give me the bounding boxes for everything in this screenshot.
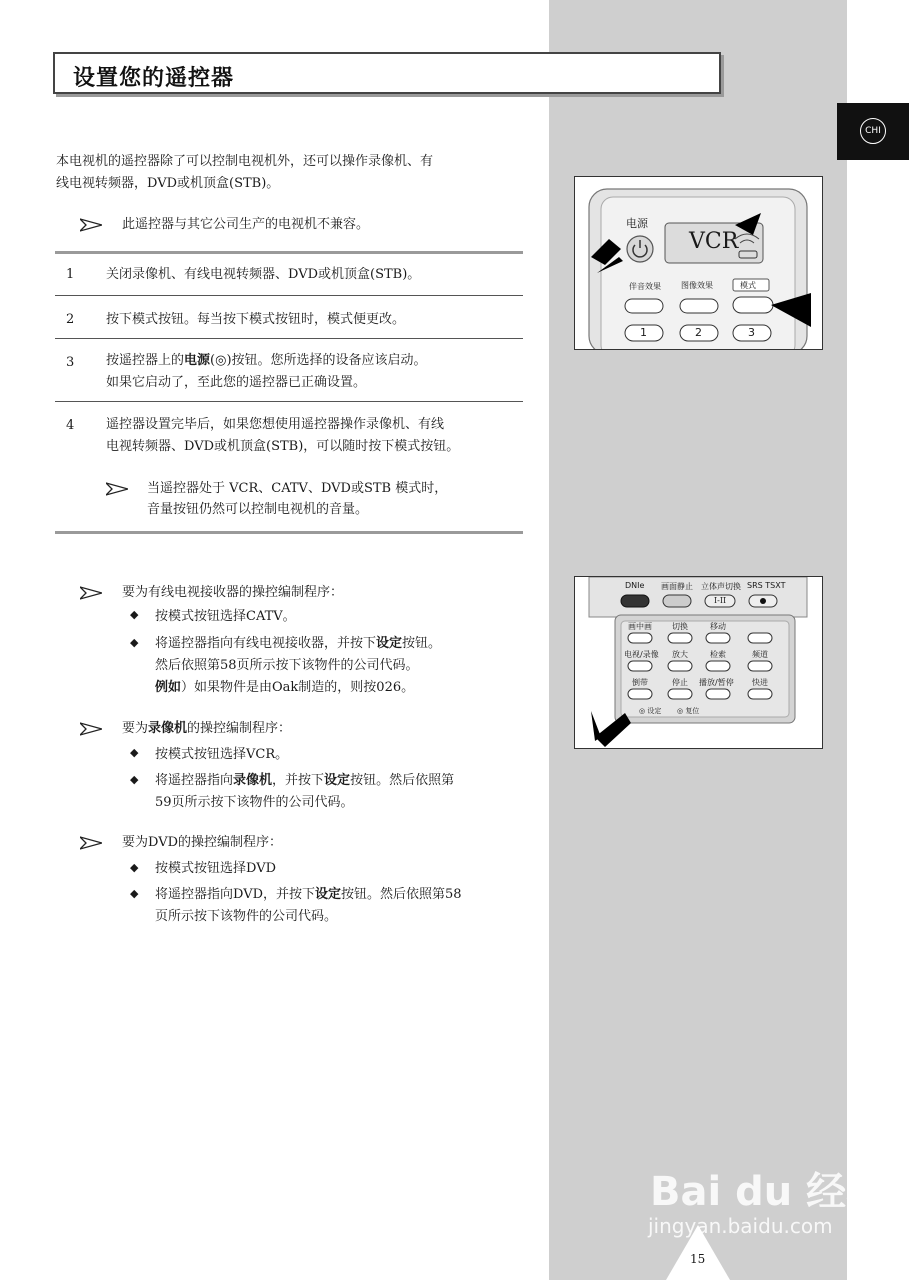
- watermark-logo: Bai du 经验: [650, 1169, 887, 1215]
- stop-label: 停止: [672, 678, 688, 687]
- move-label: 移动: [710, 622, 726, 631]
- dvd-heading: 要为DVD的操控编制程序：: [122, 835, 283, 850]
- key-2: 2: [695, 326, 702, 339]
- divider: [55, 295, 523, 296]
- watermark-url: jingyan.baidu.com: [648, 1214, 833, 1238]
- step-4-note-line-1: 当遥控器处于 VCR、CATV、DVD或STB 模式时，: [147, 481, 448, 496]
- bullet-diamond-icon: ◆: [130, 773, 139, 786]
- note-arrow-icon: [80, 722, 102, 736]
- note-arrow-icon: [80, 836, 102, 850]
- step-2-text: 按下模式按钮。每当按下模式按钮时，模式便更改。: [106, 312, 406, 327]
- page-title-box: [53, 52, 721, 94]
- play-pause-label: 播放/暂停: [699, 678, 734, 687]
- swap-label: 切换: [672, 622, 688, 631]
- dvd-bullet-2-line-2: 页所示按下该物件的公司代码。: [155, 909, 338, 924]
- catv-example: 例如）如果物件是由Oak制造的，则按026。: [155, 680, 415, 695]
- fast-forward-label: 快进: [752, 678, 768, 687]
- step-3-line-1: 按遥控器上的电源(◎)按钮。您所选择的设备应该启动。: [106, 353, 427, 368]
- bullet-diamond-icon: ◆: [130, 746, 139, 759]
- note-arrow-icon: [80, 218, 102, 232]
- step-number: 3: [66, 355, 75, 370]
- search-label: 检索: [710, 650, 726, 659]
- vcr-bullet-1: 按模式按钮选择VCR。: [155, 747, 289, 762]
- step-4-line-1: 遥控器设置完毕后，如果您想使用遥控器操作录像机、有线: [106, 417, 445, 432]
- lcd-display: VCR: [689, 229, 739, 254]
- vcr-bullet-2-line-2: 59页所示按下该物件的公司代码。: [155, 795, 354, 810]
- zoom-label: 放大: [672, 650, 688, 659]
- channel-label: 频道: [752, 650, 768, 659]
- divider: [55, 338, 523, 339]
- key-1: 1: [640, 326, 647, 339]
- step-number: 1: [66, 267, 75, 282]
- step-number: 2: [66, 312, 75, 327]
- stereo-label: 立体声切换: [701, 582, 741, 591]
- bullet-diamond-icon: ◆: [130, 608, 139, 621]
- incompatible-note: 此遥控器与其它公司生产的电视机不兼容。: [122, 217, 370, 232]
- step-4-note-line-2: 音量按钮仍然可以控制电视机的音量。: [147, 502, 369, 517]
- set-label: ◎ 设定: [639, 707, 662, 715]
- bullet-diamond-icon: ◆: [130, 636, 139, 649]
- catv-heading: 要为有线电视接收器的操控编制程序：: [122, 585, 344, 600]
- divider: [55, 401, 523, 402]
- intro-line-1: 本电视机的遥控器除了可以控制电视机外，还可以操作录像机、有: [56, 154, 434, 169]
- dvd-bullet-2: 将遥控器指向DVD，并按下设定按钮。然后依照第58: [155, 887, 462, 902]
- picture-effect-label: 图像效果: [681, 281, 713, 290]
- note-arrow-icon: [106, 482, 128, 496]
- catv-bullet-2: 将遥控器指向有线电视接收器，并按下设定按钮。: [155, 636, 442, 651]
- remote-illustration-top: [574, 176, 823, 350]
- vcr-bullet-2: 将遥控器指向录像机，并按下设定按钮。然后依照第: [155, 773, 455, 788]
- step-1-text: 关闭录像机、有线电视转频器、DVD或机顶盒(STB)。: [106, 267, 421, 282]
- catv-bullet-2-line-2: 然后依照第58页所示按下该物件的公司代码。: [155, 658, 419, 673]
- power-label: 电源: [626, 217, 648, 230]
- catv-bullet-1: 按模式按钮选择CATV。: [155, 609, 296, 624]
- step-number: 4: [66, 418, 75, 433]
- srs-label: SRS TSXT: [747, 581, 786, 590]
- stereo-button-text: I-II: [714, 596, 727, 605]
- page-title: 设置您的遥控器: [73, 66, 235, 91]
- remote-illustration-bottom: [574, 576, 823, 749]
- dnie-label: DNIe: [625, 581, 645, 590]
- mode-label: 模式: [740, 281, 756, 290]
- sound-effect-label: 伴音效果: [629, 282, 661, 291]
- intro-line-2: 线电视转频器，DVD或机顶盒(STB)。: [56, 176, 280, 191]
- step-3-line-2: 如果它启动了，至此您的遥控器已正确设置。: [106, 375, 367, 390]
- bullet-diamond-icon: ◆: [130, 861, 139, 874]
- reset-label: ◎ 复位: [677, 707, 700, 715]
- bullet-diamond-icon: ◆: [130, 887, 139, 900]
- vcr-heading: 要为录像机的操控编制程序：: [122, 721, 292, 736]
- rewind-label: 倒带: [632, 678, 648, 687]
- freeze-label: 画面静止: [661, 582, 693, 591]
- dvd-bullet-1: 按模式按钮选择DVD: [155, 861, 277, 876]
- pip-label: 画中画: [628, 622, 652, 631]
- divider: [55, 531, 523, 534]
- tv-video-label: 电视/录像: [624, 650, 659, 659]
- language-badge: CHI: [860, 118, 886, 144]
- divider: [55, 251, 523, 254]
- note-arrow-icon: [80, 586, 102, 600]
- key-3: 3: [748, 326, 755, 339]
- step-4-line-2: 电视转频器、DVD或机顶盒(STB)，可以随时按下模式按钮。: [106, 439, 460, 454]
- page-number: 15: [690, 1252, 706, 1266]
